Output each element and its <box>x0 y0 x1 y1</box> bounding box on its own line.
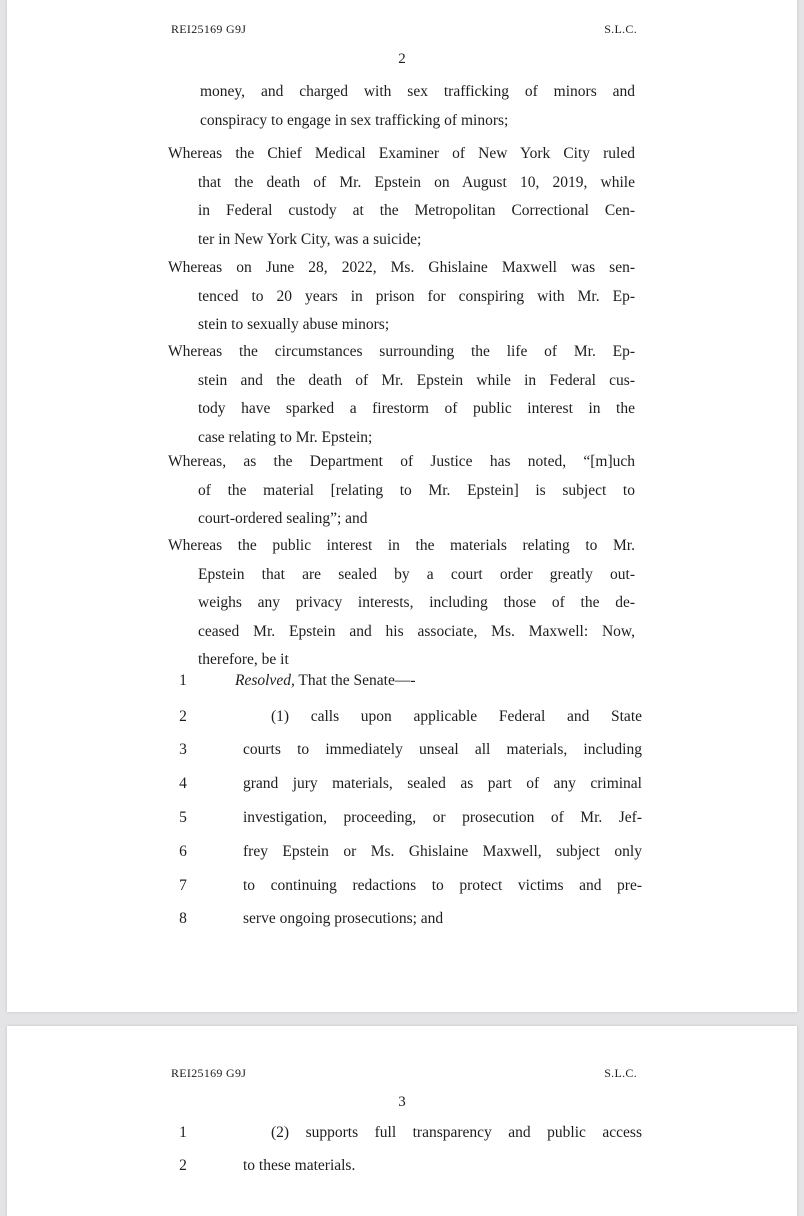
line-text: grand jury materials, sealed as part of any criminal <box>243 775 642 792</box>
page-number: 3 <box>398 1094 406 1110</box>
whereas-clause <box>168 254 635 340</box>
text-line: weighs any privacy interests, including those of the de- <box>198 594 635 612</box>
text-line: Whereas the Chief Medical Examiner of New York City ruled <box>168 145 635 162</box>
line-text: investigation, proceeding, or prosecution of Mr. Jef- <box>243 809 642 826</box>
document-id: REI25169 G9J <box>171 22 247 36</box>
line-text: to these materials. <box>243 1157 356 1174</box>
line-number: 7 <box>179 877 187 894</box>
text-line: case relating to Mr. Epstein; <box>198 428 373 446</box>
text-line: Whereas, as the Department of Justice has noted, “[m]uch <box>168 453 635 470</box>
document-id: REI25169 G9J <box>171 1066 247 1080</box>
whereas-clause <box>168 338 635 452</box>
resolved-italic: Resolved, <box>235 672 295 689</box>
continuation-paragraph <box>200 78 635 135</box>
numbered-line <box>7 843 797 871</box>
numbered-line <box>7 775 797 803</box>
line-text: (2) supports full transparency and public access <box>271 1124 642 1141</box>
text-line: tody have sparked a firestorm of public interest in the <box>198 400 635 418</box>
text-line: stein to sexually abuse minors; <box>198 316 390 334</box>
numbered-line <box>7 877 797 905</box>
slc-label: S.L.C. <box>604 1066 637 1080</box>
text-line: ter in New York City, was a suicide; <box>198 230 422 248</box>
resolved-rest: That the Senate—- <box>294 672 416 689</box>
whereas-clause <box>168 448 635 534</box>
text-line: Whereas the circumstances surrounding the life of Mr. Ep- <box>168 343 635 360</box>
text-line: Whereas the public interest in the materials relating to Mr. <box>168 537 635 554</box>
line-text: serve ongoing prosecutions; and <box>243 910 444 927</box>
line-number: 4 <box>179 775 187 792</box>
line-text: frey Epstein or Ms. Ghislaine Maxwell, subject only <box>243 843 642 860</box>
text-line: that the death of Mr. Epstein on August 10, 2019, while <box>198 173 635 191</box>
page-3 <box>7 1026 797 1216</box>
text-line: of the material [relating to Mr. Epstein] is subject to <box>198 481 635 499</box>
numbered-line <box>7 708 797 736</box>
text-line: court-ordered sealing”; and <box>198 510 368 528</box>
numbered-line <box>7 1124 797 1152</box>
numbered-line <box>7 809 797 837</box>
resolved-text <box>235 672 642 690</box>
text-line: ceased Mr. Epstein and his associate, Ms. Maxwell: Now, <box>198 622 635 640</box>
whereas-clause <box>168 140 635 254</box>
line-text: courts to immediately unseal all materials, including <box>243 741 642 758</box>
text-line: Epstein that are sealed by a court order greatly out- <box>198 565 635 583</box>
line-number: 6 <box>179 843 187 860</box>
line-number: 1 <box>179 1124 187 1141</box>
whereas-clause <box>168 532 635 675</box>
text-line: stein and the death of Mr. Epstein while in Federal cus- <box>198 371 635 389</box>
line-number: 8 <box>179 910 187 927</box>
numbered-line <box>7 910 797 938</box>
text-line: conspiracy to engage in sex trafficking of minors; <box>200 111 509 129</box>
text-line: therefore, be it <box>198 651 289 669</box>
text-line: money, and charged with sex trafficking of minors and <box>200 83 635 100</box>
line-number: 5 <box>179 809 187 826</box>
line-number: 3 <box>179 741 187 758</box>
numbered-line <box>7 1157 797 1185</box>
line-text: to continuing redactions to protect victims and pre- <box>243 877 642 894</box>
text-line: in Federal custody at the Metropolitan Correctional Cen- <box>198 202 635 220</box>
line-number: 2 <box>179 708 187 725</box>
text-line: Whereas on June 28, 2022, Ms. Ghislaine Maxwell was sen- <box>168 259 635 276</box>
line-number: 2 <box>179 1157 187 1174</box>
page-2 <box>7 0 797 1012</box>
slc-label: S.L.C. <box>604 22 637 36</box>
line-number: 1 <box>179 672 187 689</box>
resolved-line <box>7 672 797 700</box>
line-text: (1) calls upon applicable Federal and State <box>271 708 642 725</box>
numbered-line <box>7 741 797 769</box>
text-line: tenced to 20 years in prison for conspiring with Mr. Ep- <box>198 287 635 305</box>
page-number: 2 <box>398 51 406 67</box>
